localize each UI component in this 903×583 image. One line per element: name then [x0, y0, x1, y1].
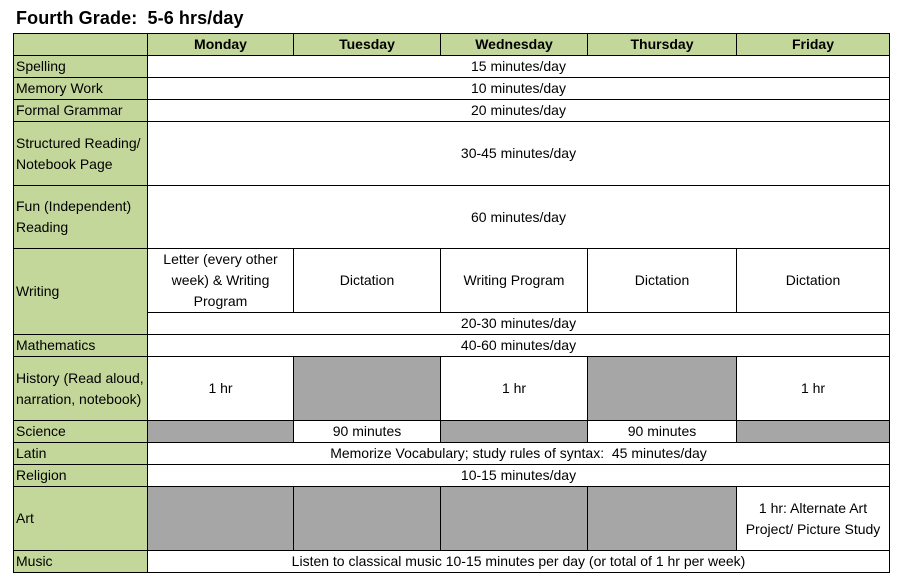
header-row — [14, 34, 890, 56]
latin-time: Memorize Vocabulary; study rules of syntax: 45 minutes/day — [148, 443, 890, 465]
day-header-tuesday: Tuesday — [294, 34, 441, 56]
subject-label: Art — [14, 487, 148, 551]
fun-reading-time: 60 minutes/day — [148, 186, 890, 249]
writing-friday: Dictation — [737, 249, 890, 313]
day-header-thursday: Thursday — [588, 34, 737, 56]
religion-time: 10-15 minutes/day — [148, 465, 890, 487]
row-science — [14, 421, 890, 443]
subject-label: History (Read aloud, narration, notebook) — [14, 357, 148, 421]
row-writing — [14, 249, 890, 313]
subject-label: Mathematics — [14, 335, 148, 357]
music-time: Listen to classical music 10-15 minutes per day (or total of 1 hr per week) — [148, 551, 890, 573]
writing-tuesday: Dictation — [294, 249, 441, 313]
memory-work-time: 10 minutes/day — [148, 78, 890, 100]
formal-grammar-time: 20 minutes/day — [148, 100, 890, 122]
writing-total-time: 20-30 minutes/day — [148, 313, 890, 335]
row-spelling — [14, 56, 890, 78]
row-latin — [14, 443, 890, 465]
subject-label: Fun (Independent) Reading — [14, 186, 148, 249]
row-history — [14, 357, 890, 421]
history-tuesday-blocked — [294, 357, 441, 421]
row-music — [14, 551, 890, 573]
corner-cell — [14, 34, 148, 56]
structured-reading-time: 30-45 minutes/day — [148, 122, 890, 186]
science-wednesday-blocked — [441, 421, 588, 443]
subject-label: Formal Grammar — [14, 100, 148, 122]
page-title: Fourth Grade: 5-6 hrs/day — [16, 8, 244, 28]
history-thursday-blocked — [588, 357, 737, 421]
spelling-time: 15 minutes/day — [148, 56, 890, 78]
day-header-monday: Monday — [148, 34, 294, 56]
subject-label: Spelling — [14, 56, 148, 78]
row-religion — [14, 465, 890, 487]
history-monday: 1 hr — [148, 357, 294, 421]
art-monday-blocked — [148, 487, 294, 551]
row-memory-work — [14, 78, 890, 100]
row-art — [14, 487, 890, 551]
writing-monday: Letter (every other week) & Writing Program — [148, 249, 294, 313]
science-friday-blocked — [737, 421, 890, 443]
row-structured-reading — [14, 122, 890, 186]
row-mathematics — [14, 335, 890, 357]
writing-thursday: Dictation — [588, 249, 737, 313]
subject-label: Structured Reading/ Notebook Page — [14, 122, 148, 186]
history-friday: 1 hr — [737, 357, 890, 421]
history-wednesday: 1 hr — [441, 357, 588, 421]
art-thursday-blocked — [588, 487, 737, 551]
art-wednesday-blocked — [441, 487, 588, 551]
subject-label: Music — [14, 551, 148, 573]
schedule-table — [13, 33, 890, 573]
subject-label: Latin — [14, 443, 148, 465]
subject-label: Religion — [14, 465, 148, 487]
row-fun-reading — [14, 186, 890, 249]
subject-label: Science — [14, 421, 148, 443]
day-header-friday: Friday — [737, 34, 890, 56]
art-friday: 1 hr: Alternate Art Project/ Picture Study — [737, 487, 890, 551]
science-thursday: 90 minutes — [588, 421, 737, 443]
writing-wednesday: Writing Program — [441, 249, 588, 313]
row-formal-grammar — [14, 100, 890, 122]
science-monday-blocked — [148, 421, 294, 443]
art-tuesday-blocked — [294, 487, 441, 551]
science-tuesday: 90 minutes — [294, 421, 441, 443]
subject-label: Memory Work — [14, 78, 148, 100]
day-header-wednesday: Wednesday — [441, 34, 588, 56]
mathematics-time: 40-60 minutes/day — [148, 335, 890, 357]
subject-label: Writing — [14, 249, 148, 335]
